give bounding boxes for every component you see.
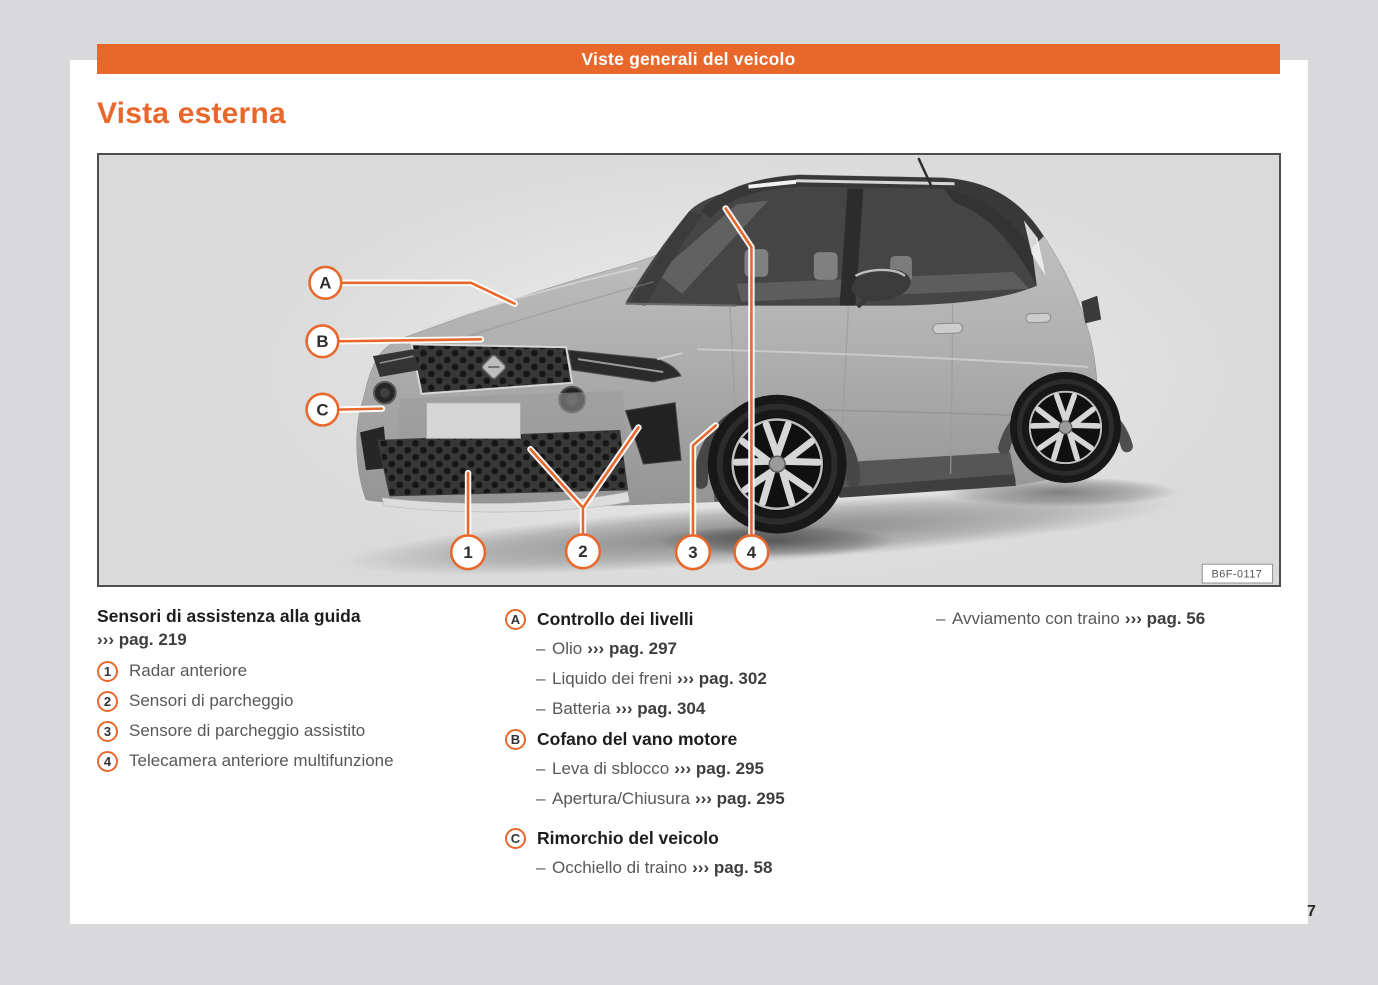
callout-3	[676, 535, 710, 569]
section-header-bar	[97, 44, 1280, 74]
legend-item	[97, 656, 497, 686]
group-marker: A	[505, 609, 526, 630]
legend-left-title: Sensori di assistenza alla guida	[97, 606, 361, 626]
callout-b	[307, 325, 339, 357]
item-ref: ››› pag. 56	[1124, 609, 1206, 628]
item-marker: 1	[97, 661, 118, 682]
legend-left-list	[97, 656, 497, 776]
legend-item	[97, 716, 497, 746]
callout-a	[310, 267, 342, 299]
dash: –	[536, 858, 546, 877]
item-text: Occhiello di traino	[552, 858, 688, 877]
lower-grille-mesh	[378, 430, 628, 495]
item-ref: ››› pag. 295	[694, 789, 785, 808]
item-text: Avviamento con traino	[952, 609, 1120, 628]
item-ref: ››› pag. 58	[692, 858, 773, 877]
figure-code-label	[1202, 564, 1272, 583]
svg-text:A: A	[319, 273, 332, 293]
legend-item	[936, 604, 1266, 634]
item-text: Sensore di parcheggio assistito	[129, 721, 366, 740]
legend-item	[505, 754, 925, 784]
item-marker: 4	[97, 751, 118, 772]
item-text: Apertura/Chiusura	[552, 789, 690, 808]
item-ref: ››› pag. 302	[677, 669, 767, 688]
item-text: Sensori di parcheggio	[129, 691, 294, 710]
callout-4	[735, 535, 769, 569]
group-marker: C	[505, 828, 526, 849]
legend-item	[505, 784, 925, 814]
legend-group-a	[505, 604, 925, 724]
svg-text:C: C	[316, 400, 329, 420]
door-handle-front	[933, 323, 963, 334]
dash: –	[536, 639, 546, 658]
group-marker: B	[505, 729, 526, 750]
front-wheel	[708, 395, 847, 534]
dash: –	[536, 699, 546, 718]
legend-column-right	[936, 604, 1266, 634]
group-head	[505, 823, 925, 853]
legend-left-ref: ››› pag. 219	[97, 630, 187, 649]
group-title: Rimorchio del veicolo	[537, 828, 719, 848]
item-marker: 3	[97, 721, 118, 742]
svg-text:2: 2	[578, 542, 588, 562]
page-number: 7	[1307, 903, 1316, 920]
page-title: Vista esterna	[97, 97, 286, 130]
door-handle-rear	[1026, 313, 1051, 323]
svg-text:3: 3	[688, 543, 698, 563]
group-head	[505, 604, 925, 634]
section-header-title: Viste generali del veicolo	[581, 48, 796, 69]
legend-item	[97, 746, 497, 776]
item-text: Leva di sblocco	[552, 759, 670, 778]
group-title: Cofano del vano motore	[537, 729, 738, 749]
license-plate	[426, 403, 520, 439]
item-marker: 2	[97, 691, 118, 712]
legend-column-middle	[505, 604, 925, 883]
dash: –	[536, 789, 546, 808]
legend-item	[97, 686, 497, 716]
callout-1	[451, 535, 485, 569]
legend-item	[505, 664, 925, 694]
group-head	[505, 724, 925, 754]
item-ref: ››› pag. 304	[615, 699, 706, 718]
legend-group-b	[505, 724, 925, 814]
svg-text:B6F-0117: B6F-0117	[1211, 568, 1263, 581]
svg-text:B: B	[316, 332, 329, 352]
item-text: Batteria	[552, 699, 611, 718]
svg-text:4: 4	[746, 543, 757, 563]
vehicle-illustration	[99, 155, 1279, 585]
legend-item	[505, 853, 925, 883]
item-ref: ››› pag. 295	[674, 759, 764, 778]
group-title: Controllo dei livelli	[537, 609, 694, 629]
legend-column-left	[97, 604, 497, 776]
legend-group-c	[505, 823, 925, 883]
legend-item	[505, 694, 925, 724]
dash: –	[536, 669, 546, 688]
item-text: Telecamera anteriore multifunzione	[129, 751, 394, 770]
item-text: Liquido dei freni	[552, 669, 673, 688]
vehicle-figure	[97, 153, 1281, 587]
item-text: Radar anteriore	[129, 661, 248, 680]
legend-item	[505, 634, 925, 664]
rear-wheel	[1010, 372, 1121, 483]
item-ref: ››› pag. 297	[587, 639, 677, 658]
svg-text:1: 1	[463, 543, 473, 563]
dash: –	[936, 609, 946, 628]
dash: –	[536, 759, 546, 778]
callout-c	[307, 394, 339, 426]
callout-2	[566, 534, 600, 568]
item-text: Olio	[552, 639, 583, 658]
